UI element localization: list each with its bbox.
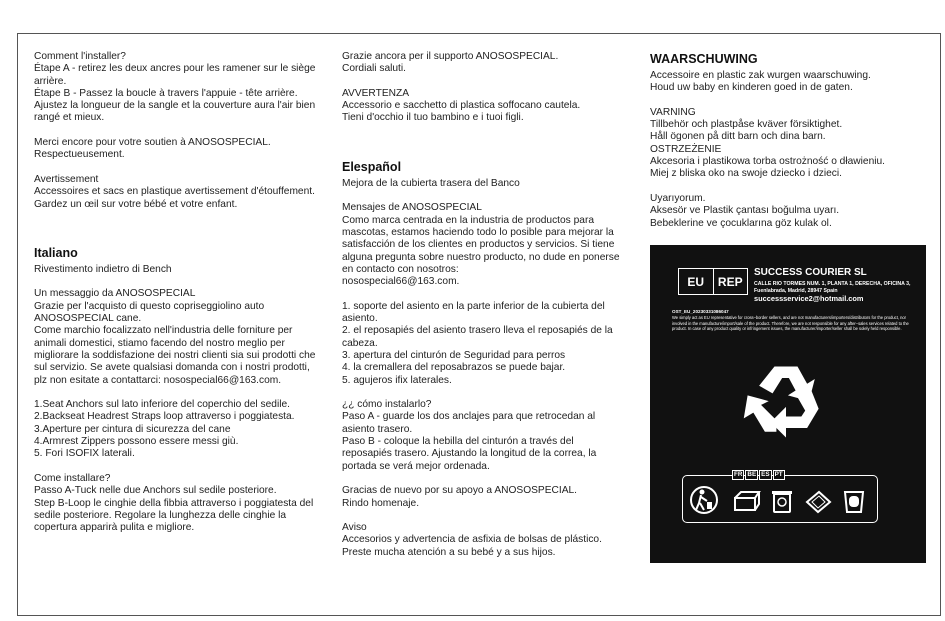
eu-rep-label — [650, 245, 926, 563]
italian-warning: AVVERTENZA Accessorio e sacchetto di plastica soffocano cautela. Tieni d'occhio il tuo bambino e i tuoi figli. — [342, 87, 581, 124]
company-address: CALLE RIO TORMES NUM. 1, PLANTA 1, DERECHA, OFICINA 3, Fuenlabrada, Madrid, 28947 Spain — [754, 281, 911, 294]
dutch-warning-text: Accessoire en plastic zak wurgen waarschuwing. Houd uw baby en kinderen goed in de gaten. — [650, 70, 871, 94]
rep-text: REP — [713, 269, 748, 294]
lang-tag: FR — [734, 471, 743, 478]
lang-tag: PT — [774, 471, 783, 478]
french-thanks: Merci encore pour votre soutien à ANOSOSPECIAL. Respectueusement. — [34, 137, 271, 161]
column-french-italian — [34, 51, 316, 534]
dutch-warning-heading: WAARSCHUWING — [650, 52, 758, 66]
italian-install-section: Come installare? Passo A-Tuck nelle due Anchors sul sedile posteriore. Step B-Loop le cinghie della fibbia attraverso i poggiatesta del sedile posteriore. Regolare la lunghezza delle cinghie la copertura apparirà pulita e migliore. — [34, 472, 314, 534]
lang-tag: BE — [747, 471, 757, 478]
french-install-section: Comment l'installer? Étape A - retirez les deux ancres pour les ramener sur le siège arrière. Étape B - Passez la boucle à travers l'appuie - tête arrière. Ajustez la longueur de la sangle et la couverture aura l'air bien rangé et mieux. — [34, 51, 316, 124]
packaging-box-icon — [731, 486, 761, 516]
registration-code: OST_EU_20230331086047 — [672, 309, 729, 314]
italian-feature-list: 1.Seat Anchors sul lato inferiore del coperchio del sedile. 2.Backseat Headrest Straps loop attraverso i poggiatesta. 3.Aperture per cintura di sicurezza del cane 4.Armrest Zippers possono essere messi giù. 5. Fori ISOFIX laterali. — [34, 399, 295, 460]
tidyman-icon — [689, 485, 725, 515]
recycle-bin-icon — [767, 486, 797, 516]
swedish-polish-warning: VARNING Tillbehör och plastpåse kväver försiktighet. Håll ögonen på ditt barn och dina barn. OSTRZEŻENIE Akcesoria i plastikowa torba ostrożność o dławieniu. Miej z bliska oko na swoje dziecko i dzieci. — [650, 106, 885, 180]
spanish-thanks: Gracias de nuevo por su apoyo a ANOSOSPECIAL. Rindo homenaje. — [342, 485, 578, 509]
eu-rep-box — [678, 268, 748, 295]
italian-subtitle: Rivestimento indietro di Bench — [34, 263, 172, 275]
spanish-warning: Aviso Accesorios y advertencia de asfixia de bolsas de plástico. Preste mucha atención a su bebé y a sus hijos. — [342, 522, 602, 558]
spanish-heading: Elespañol — [342, 159, 402, 174]
italian-message: Un messaggio da ANOSOSPECIAL Grazie per l'acquisto di questo copriseggiolino auto ANOSOSPECIAL cane. Come marchio focalizzato nell'industria delle forniture per animali domestici, stiamo facendo del nostro meglio per migliorare la soddisfazione dei nostri clienti sia sui prodotti che sul servizio. Se avete qualsiasi domanda con i nostri prodotti, plz non esitate a contattarci: nosospecial66@163.com. — [34, 288, 316, 386]
french-warning: Avertissement Accessoires et sacs en plastique avertissement d'étouffement. Gardez un œil sur votre bébé et votre enfant. — [34, 173, 315, 210]
language-tags — [732, 470, 786, 480]
company-email: successservice2@hotmail.com — [754, 294, 864, 304]
spanish-message: Mensajes de ANOSOSPECIAL Como marca centrada en la industria de productos para mascotas, estamos haciendo todo lo posible para mejorar la satisfacción de los clientes en productos y servicios. Si tiene alguna pregunta sobre nuestro producto, no dude en ponerse en contacto con nosotros: nosospecial66@163.com. — [342, 202, 620, 288]
lang-tag: ES — [761, 471, 770, 478]
column-italian-spanish — [342, 51, 624, 559]
italian-thanks: Grazie ancora per il supporto ANOSOSPECIAL. Cordiali saluti. — [342, 51, 559, 75]
turkish-warning: Uyarıyorum. Aksesör ve Plastik çantası boğulma uyarı. Bebeklerine ve çocuklarına göz kulak ol. — [650, 192, 840, 229]
cup-icon — [839, 486, 869, 516]
disposal-symbols-box — [682, 471, 878, 523]
company-name: SUCCESS COURIER SL — [754, 267, 867, 278]
company-block — [754, 267, 922, 304]
eu-text: EU — [687, 274, 705, 289]
spanish-install-section: ¿¿ cómo instalarlo? Paso A - guarde los dos anclajes para que retrocedan al asiento trasero. Paso B - coloque la hebilla del cinturón a través del reposapiés trasero. Ajustando la longitud de la correa, la portada se verá mejor ordenada. — [342, 399, 597, 472]
plastic-bag-icon — [803, 486, 833, 516]
spanish-feature-list: 1. soporte del asiento en la parte inferior de la cubierta del asiento. 2. el reposapiés del asiento trasero lleva el reposapiés de la cabeza. 3. apertura del cinturón de Seguridad para perros 4. la cremallera del reposabrazos se puede bajar. 5. agujeros ifix laterales. — [342, 300, 613, 386]
italian-heading: Italiano — [34, 245, 78, 260]
disclaimer-text: We simply act as EU representative for cross–border sellers, and are not manufacturers/importers/distributors for the product, nor involved in the manufacture/import/sale of the product. Therefore, we are not responsible for any after–sales services related to the product. In case of any product quality or infringement issues, the manufacturer/importer/seller shall be solely held responsible. — [672, 315, 909, 331]
recycle-icon — [738, 355, 834, 451]
spanish-subtitle: Mejora de la cubierta trasera del Banco — [342, 177, 520, 189]
column-warnings — [650, 51, 930, 230]
